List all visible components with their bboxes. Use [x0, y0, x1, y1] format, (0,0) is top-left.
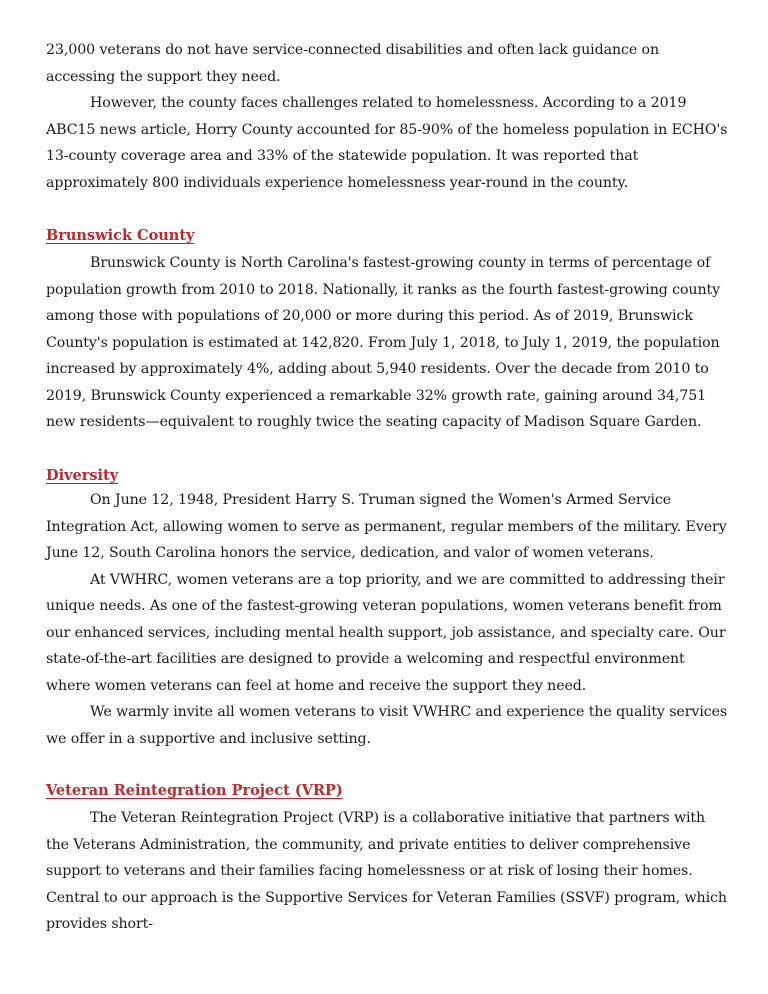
diversity-heading: Diversity — [46, 467, 119, 484]
vrp-section — [46, 805, 730, 938]
diversity-section — [46, 487, 730, 752]
intro-continuation-paragraph: 23,000 veterans do not have service-connected disabilities and often lack guidance on accessing the support they need. — [46, 42, 660, 85]
diversity-paragraph-2: At VWHRC, women veterans are a top priority, and we are committed to addressing their unique needs. As one of the fastest-growing veteran populations, women veterans benefit from our enhanced services, including mental health support, job assistance, and specialty care. Our state-of-the-art facilities are designed to provide a welcoming and respectful environment where women veterans can feel at home and receive the support they need. — [46, 571, 726, 694]
diversity-paragraph-1: On June 12, 1948, President Harry S. Truman signed the Women's Armed Service Integration Act, allowing women to serve as permanent, regular members of the military. Every June 12, South Carolina honors the service, dedication, and valor of women veterans. — [46, 492, 727, 561]
vrp-paragraph: The Veteran Reintegration Project (VRP) is a collaborative initiative that partners with the Veterans Administration, the community, and private entities to deliver comprehensive support to veterans and their families facing homelessness or at risk of losing their homes. Central to our approach is the Supportive Services for Veteran Families (SSVF) program, which provides short- — [46, 810, 727, 932]
brunswick-county-heading: Brunswick County — [46, 227, 195, 244]
brunswick-section — [46, 250, 730, 436]
intro-section — [46, 37, 730, 196]
diversity-paragraph-3: We warmly invite all women veterans to visit VWHRC and experience the quality services we offer in a supportive and inclusive setting. — [46, 704, 728, 747]
homelessness-paragraph: However, the county faces challenges related to homelessness. According to a 2019 ABC15 news article, Horry County accounted for 85-90% of the homeless population in ECHO's 13-county coverage area and 33% of the statewide population. It was reported that approximately 800 individuals experience homelessness year-round in the county. — [46, 95, 728, 191]
vrp-heading: Veteran Reintegration Project (VRP) — [46, 782, 343, 799]
brunswick-paragraph: Brunswick County is North Carolina's fastest-growing county in terms of percentage of population growth from 2010 to 2018. Nationally, it ranks as the fourth fastest-growing county among those with populations of 20,000 or more during this period. As of 2019, Brunswick County's population is estimated at 142,820. From July 1, 2018, to July 1, 2019, the population increased by approximately 4%, adding about 5,940 residents. Over the decade from 2010 to 2019, Brunswick County experienced a remarkable 32% growth rate, gaining around 34,751 new residents—equivalent to roughly twice the seating capacity of Madison Square Garden. — [46, 255, 720, 430]
